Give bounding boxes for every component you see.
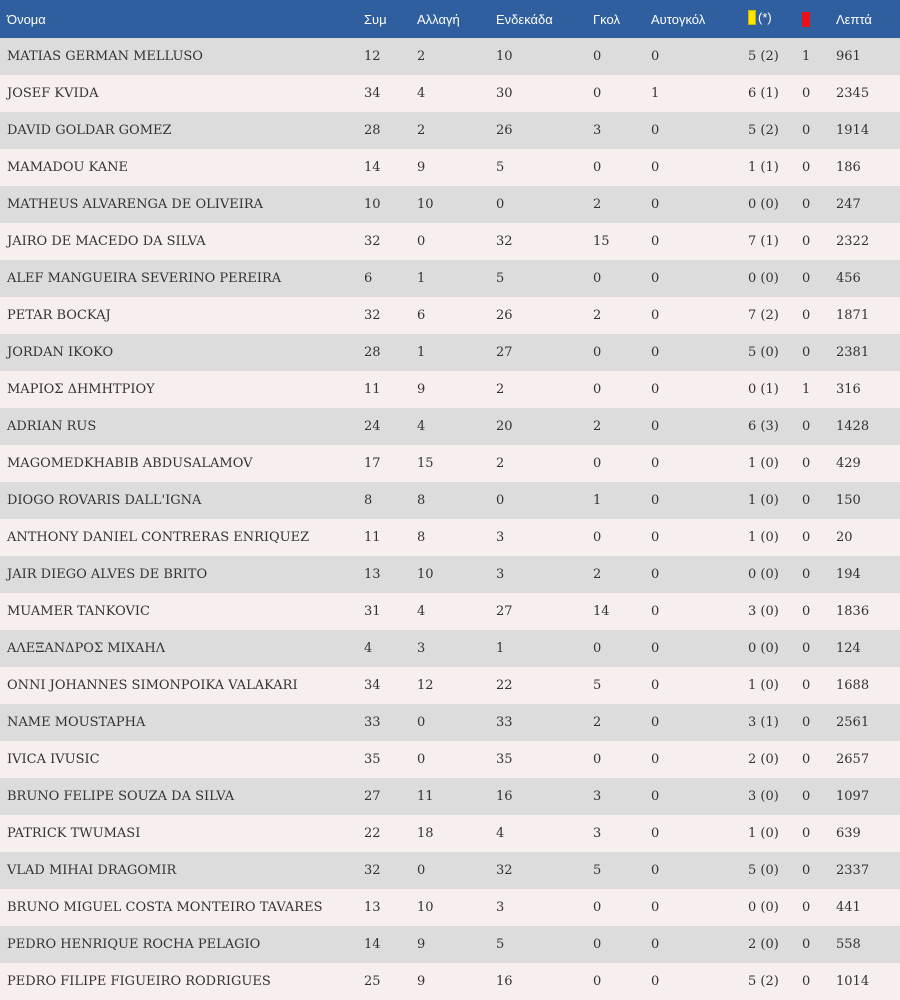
cell-goals: 2 (593, 715, 602, 730)
cell-minutes: 961 (836, 49, 861, 64)
cell-subs: 1 (417, 271, 426, 286)
cell-goals: 0 (593, 86, 602, 101)
cell-name[interactable]: JAIRO DE MACEDO DA SILVA (7, 234, 206, 249)
table-row (0, 445, 900, 482)
cell-goals: 0 (593, 49, 602, 64)
cell-own-goals: 0 (651, 974, 660, 989)
cell-own-goals: 0 (651, 530, 660, 545)
cell-own-goals: 0 (651, 160, 660, 175)
cell-goals: 2 (593, 197, 602, 212)
cell-goals: 0 (593, 382, 602, 397)
cell-apps: 6 (364, 271, 373, 286)
cell-red-cards: 0 (802, 86, 811, 101)
cell-subs: 15 (417, 456, 434, 471)
cell-name[interactable]: ANTHONY DANIEL CONTRERAS ENRIQUEZ (7, 530, 310, 545)
cell-subs: 4 (417, 604, 426, 619)
cell-name[interactable]: MAMADOU KANE (7, 160, 129, 175)
cell-apps: 22 (364, 826, 381, 841)
cell-red-cards: 0 (802, 974, 811, 989)
cell-minutes: 2561 (836, 715, 870, 730)
table-row (0, 889, 900, 926)
cell-goals: 3 (593, 123, 602, 138)
table-row (0, 519, 900, 556)
table-header-row (0, 0, 900, 38)
cell-yellow-cards: 1 (0) (748, 530, 779, 545)
cell-starts: 10 (496, 49, 513, 64)
cell-name[interactable]: NAME MOUSTAPHA (7, 715, 146, 730)
cell-red-cards: 0 (802, 419, 811, 434)
cell-apps: 11 (364, 530, 381, 545)
cell-yellow-cards: 5 (2) (748, 49, 779, 64)
table-row (0, 408, 900, 445)
cell-red-cards: 0 (802, 530, 811, 545)
cell-minutes: 429 (836, 456, 861, 471)
cell-apps: 32 (364, 234, 381, 249)
cell-yellow-cards: 6 (3) (748, 419, 779, 434)
cell-apps: 27 (364, 789, 381, 804)
cell-apps: 35 (364, 752, 381, 767)
cell-apps: 11 (364, 382, 381, 397)
cell-starts: 16 (496, 974, 513, 989)
table-row (0, 852, 900, 889)
cell-minutes: 2381 (836, 345, 870, 360)
cell-minutes: 186 (836, 160, 861, 175)
cell-red-cards: 0 (802, 160, 811, 175)
table-row (0, 630, 900, 667)
table-row (0, 963, 900, 1000)
cell-minutes: 194 (836, 567, 861, 582)
cell-subs: 4 (417, 86, 426, 101)
cell-starts: 27 (496, 345, 513, 360)
cell-minutes: 456 (836, 271, 861, 286)
cell-red-cards: 0 (802, 789, 811, 804)
cell-own-goals: 0 (651, 271, 660, 286)
cell-subs: 0 (417, 863, 426, 878)
cell-own-goals: 0 (651, 715, 660, 730)
cell-subs: 11 (417, 789, 434, 804)
cell-goals: 2 (593, 419, 602, 434)
cell-own-goals: 0 (651, 567, 660, 582)
cell-name[interactable]: ΑΛΕΞΑΝΔΡΟΣ ΜΙΧΑΗΛ (7, 641, 166, 656)
cell-minutes: 20 (836, 530, 853, 545)
cell-apps: 34 (364, 86, 381, 101)
cell-own-goals: 1 (651, 86, 660, 101)
cell-yellow-cards: 0 (0) (748, 900, 779, 915)
cell-minutes: 1871 (836, 308, 870, 323)
cell-apps: 24 (364, 419, 381, 434)
column-header-apps[interactable]: Συμ (364, 11, 387, 27)
cell-starts: 1 (496, 641, 505, 656)
cell-starts: 20 (496, 419, 513, 434)
column-header-goals[interactable]: Γκολ (593, 11, 620, 27)
cell-name[interactable]: PEDRO HENRIQUE ROCHA PELAGIO (7, 937, 261, 952)
table-row (0, 260, 900, 297)
cell-starts: 0 (496, 197, 505, 212)
cell-name[interactable]: VLAD MIHAI DRAGOMIR (7, 863, 177, 878)
cell-name[interactable]: ONNI JOHANNES SIMONPOIKA VALAKARI (7, 678, 298, 693)
table-row (0, 556, 900, 593)
table-row (0, 704, 900, 741)
cell-own-goals: 0 (651, 382, 660, 397)
column-header-starts[interactable]: Ενδεκάδα (496, 11, 553, 27)
cell-own-goals: 0 (651, 456, 660, 471)
cell-goals: 5 (593, 678, 602, 693)
cell-yellow-cards: 1 (0) (748, 826, 779, 841)
cell-apps: 13 (364, 900, 381, 915)
cell-red-cards: 1 (802, 382, 811, 397)
column-header-minutes[interactable]: Λεπτά (836, 11, 872, 27)
cell-red-cards: 0 (802, 567, 811, 582)
cell-red-cards: 0 (802, 123, 811, 138)
cell-yellow-cards: 2 (0) (748, 937, 779, 952)
cell-subs: 10 (417, 900, 434, 915)
cell-name[interactable]: BRUNO FELIPE SOUZA DA SILVA (7, 789, 235, 804)
cell-red-cards: 0 (802, 493, 811, 508)
cell-starts: 5 (496, 937, 505, 952)
table-row (0, 334, 900, 371)
cell-red-cards: 0 (802, 715, 811, 730)
cell-apps: 12 (364, 49, 381, 64)
cell-red-cards: 0 (802, 863, 811, 878)
cell-own-goals: 0 (651, 604, 660, 619)
table-row (0, 38, 900, 75)
cell-apps: 28 (364, 345, 381, 360)
column-header-subs[interactable]: Αλλαγή (417, 11, 460, 27)
cell-yellow-cards: 3 (1) (748, 715, 779, 730)
cell-goals: 0 (593, 160, 602, 175)
cell-subs: 9 (417, 937, 426, 952)
cell-own-goals: 0 (651, 197, 660, 212)
table-row (0, 741, 900, 778)
cell-own-goals: 0 (651, 419, 660, 434)
cell-yellow-cards: 1 (1) (748, 160, 779, 175)
cell-subs: 10 (417, 567, 434, 582)
cell-subs: 18 (417, 826, 434, 841)
table-row (0, 149, 900, 186)
table-row (0, 926, 900, 963)
cell-red-cards: 0 (802, 345, 811, 360)
cell-own-goals: 0 (651, 345, 660, 360)
cell-minutes: 247 (836, 197, 861, 212)
cell-yellow-cards: 5 (0) (748, 345, 779, 360)
cell-minutes: 2657 (836, 752, 870, 767)
cell-subs: 0 (417, 752, 426, 767)
cell-minutes: 2322 (836, 234, 870, 249)
cell-starts: 27 (496, 604, 513, 619)
cell-minutes: 2337 (836, 863, 870, 878)
cell-apps: 33 (364, 715, 381, 730)
cell-apps: 14 (364, 160, 381, 175)
cell-red-cards: 0 (802, 308, 811, 323)
table-row (0, 223, 900, 260)
cell-yellow-cards: 7 (2) (748, 308, 779, 323)
cell-yellow-cards: 0 (0) (748, 271, 779, 286)
cell-name[interactable]: ΜΑΡΙΟΣ ΔΗΜΗΤΡΙΟΥ (7, 382, 155, 397)
cell-minutes: 1688 (836, 678, 870, 693)
cell-red-cards: 0 (802, 456, 811, 471)
cell-starts: 33 (496, 715, 513, 730)
cell-subs: 9 (417, 974, 426, 989)
cell-starts: 0 (496, 493, 505, 508)
cell-starts: 32 (496, 863, 513, 878)
cell-yellow-cards: 1 (0) (748, 456, 779, 471)
cell-own-goals: 0 (651, 678, 660, 693)
cell-minutes: 1097 (836, 789, 870, 804)
cell-yellow-cards: 1 (0) (748, 493, 779, 508)
cell-apps: 34 (364, 678, 381, 693)
table-row (0, 667, 900, 704)
cell-goals: 0 (593, 641, 602, 656)
cell-goals: 1 (593, 493, 602, 508)
cell-goals: 0 (593, 530, 602, 545)
cell-name[interactable]: JOSEF KVIDA (7, 86, 99, 101)
cell-minutes: 150 (836, 493, 861, 508)
cell-subs: 1 (417, 345, 426, 360)
cell-starts: 26 (496, 123, 513, 138)
cell-goals: 2 (593, 567, 602, 582)
cell-subs: 8 (417, 530, 426, 545)
cell-starts: 35 (496, 752, 513, 767)
cell-goals: 0 (593, 900, 602, 915)
cell-apps: 10 (364, 197, 381, 212)
cell-goals: 0 (593, 345, 602, 360)
cell-apps: 8 (364, 493, 373, 508)
cell-own-goals: 0 (651, 123, 660, 138)
table-row (0, 297, 900, 334)
cell-own-goals: 0 (651, 863, 660, 878)
cell-name[interactable]: JORDAN IKOKO (7, 345, 114, 360)
cell-name[interactable]: MATHEUS ALVARENGA DE OLIVEIRA (7, 197, 264, 212)
table-row (0, 593, 900, 630)
cell-minutes: 1014 (836, 974, 870, 989)
cell-apps: 31 (364, 604, 381, 619)
cell-name[interactable]: DAVID GOLDAR GOMEZ (7, 123, 172, 138)
cell-red-cards: 0 (802, 900, 811, 915)
cell-starts: 3 (496, 900, 505, 915)
cell-subs: 0 (417, 234, 426, 249)
cell-own-goals: 0 (651, 234, 660, 249)
red-card-icon (802, 12, 810, 27)
cell-own-goals: 0 (651, 826, 660, 841)
cell-yellow-cards: 1 (0) (748, 678, 779, 693)
cell-name[interactable]: MUAMER TANKOVIC (7, 604, 150, 619)
cell-red-cards: 1 (802, 49, 811, 64)
cell-apps: 25 (364, 974, 381, 989)
cell-starts: 3 (496, 567, 505, 582)
cell-goals: 2 (593, 308, 602, 323)
cell-goals: 14 (593, 604, 610, 619)
cell-starts: 5 (496, 271, 505, 286)
cell-yellow-cards: 7 (1) (748, 234, 779, 249)
cell-own-goals: 0 (651, 789, 660, 804)
cell-own-goals: 0 (651, 308, 660, 323)
cell-goals: 0 (593, 456, 602, 471)
cell-name[interactable]: IVICA IVUSIC (7, 752, 100, 767)
cell-name[interactable]: BRUNO MIGUEL COSTA MONTEIRO TAVARES (7, 900, 323, 915)
table-row (0, 778, 900, 815)
table-row (0, 815, 900, 852)
cell-minutes: 639 (836, 826, 861, 841)
cell-name[interactable]: PETAR BOCKAJ (7, 308, 111, 323)
cell-subs: 12 (417, 678, 434, 693)
cell-yellow-cards: 3 (0) (748, 789, 779, 804)
cell-own-goals: 0 (651, 752, 660, 767)
cell-name[interactable]: PATRICK TWUMASI (7, 826, 141, 841)
cell-red-cards: 0 (802, 604, 811, 619)
cell-goals: 0 (593, 271, 602, 286)
cell-yellow-cards: 0 (0) (748, 197, 779, 212)
cell-own-goals: 0 (651, 49, 660, 64)
cell-yellow-cards: 0 (0) (748, 641, 779, 656)
cell-yellow-cards: 6 (1) (748, 86, 779, 101)
cell-starts: 16 (496, 789, 513, 804)
cell-red-cards: 0 (802, 826, 811, 841)
cell-minutes: 558 (836, 937, 861, 952)
cell-own-goals: 0 (651, 493, 660, 508)
cell-subs: 2 (417, 123, 426, 138)
cell-goals: 3 (593, 826, 602, 841)
cell-red-cards: 0 (802, 752, 811, 767)
cell-apps: 17 (364, 456, 381, 471)
cell-minutes: 1428 (836, 419, 870, 434)
cell-yellow-cards: 0 (0) (748, 567, 779, 582)
cell-subs: 2 (417, 49, 426, 64)
cell-starts: 2 (496, 382, 505, 397)
cell-minutes: 1836 (836, 604, 870, 619)
table-row (0, 75, 900, 112)
cell-red-cards: 0 (802, 641, 811, 656)
column-header-red-cards[interactable] (802, 0, 836, 38)
cell-starts: 3 (496, 530, 505, 545)
cell-starts: 22 (496, 678, 513, 693)
cell-yellow-cards: 3 (0) (748, 604, 779, 619)
cell-starts: 32 (496, 234, 513, 249)
cell-red-cards: 0 (802, 234, 811, 249)
cell-starts: 4 (496, 826, 505, 841)
cell-goals: 0 (593, 937, 602, 952)
cell-starts: 30 (496, 86, 513, 101)
cell-subs: 6 (417, 308, 426, 323)
cell-red-cards: 0 (802, 678, 811, 693)
cell-name[interactable]: MAGOMEDKHABIB ABDUSALAMOV (7, 456, 253, 471)
cell-own-goals: 0 (651, 641, 660, 656)
cell-starts: 2 (496, 456, 505, 471)
cell-name[interactable]: ADRIAN RUS (7, 419, 97, 434)
cell-apps: 14 (364, 937, 381, 952)
cell-starts: 26 (496, 308, 513, 323)
column-header-name[interactable]: Όνομα (7, 11, 46, 27)
cell-subs: 4 (417, 419, 426, 434)
yellow-card-icon (748, 10, 756, 25)
cell-subs: 0 (417, 715, 426, 730)
cell-yellow-cards: 2 (0) (748, 752, 779, 767)
cell-minutes: 2345 (836, 86, 870, 101)
cell-subs: 9 (417, 160, 426, 175)
cell-name[interactable]: ALEF MANGUEIRA SEVERINO PEREIRA (7, 271, 282, 286)
cell-apps: 32 (364, 863, 381, 878)
table-row (0, 371, 900, 408)
table-row (0, 186, 900, 223)
cell-yellow-cards: 5 (2) (748, 974, 779, 989)
yellow-card-suffix: (*) (758, 10, 772, 25)
cell-goals: 15 (593, 234, 610, 249)
cell-subs: 9 (417, 382, 426, 397)
cell-minutes: 316 (836, 382, 861, 397)
column-header-yellow-cards[interactable] (748, 0, 802, 38)
cell-goals: 0 (593, 752, 602, 767)
cell-yellow-cards: 0 (1) (748, 382, 779, 397)
cell-own-goals: 0 (651, 900, 660, 915)
cell-yellow-cards: 5 (0) (748, 863, 779, 878)
cell-red-cards: 0 (802, 271, 811, 286)
cell-minutes: 441 (836, 900, 861, 915)
cell-minutes: 1914 (836, 123, 870, 138)
cell-goals: 5 (593, 863, 602, 878)
table-row (0, 482, 900, 519)
cell-subs: 3 (417, 641, 426, 656)
cell-minutes: 124 (836, 641, 861, 656)
cell-name[interactable]: PEDRO FILIPE FIGUEIRO RODRIGUES (7, 974, 271, 989)
column-header-own-goals[interactable]: Αυτογκόλ (651, 11, 706, 27)
cell-subs: 8 (417, 493, 426, 508)
cell-apps: 13 (364, 567, 381, 582)
cell-starts: 5 (496, 160, 505, 175)
table-row (0, 112, 900, 149)
cell-apps: 4 (364, 641, 373, 656)
cell-own-goals: 0 (651, 937, 660, 952)
cell-apps: 28 (364, 123, 381, 138)
cell-red-cards: 0 (802, 197, 811, 212)
cell-goals: 3 (593, 789, 602, 804)
cell-subs: 10 (417, 197, 434, 212)
cell-name[interactable]: DIOGO ROVARIS DALL'IGNA (7, 493, 202, 508)
cell-name[interactable]: MATIAS GERMAN MELLUSO (7, 49, 203, 64)
cell-apps: 32 (364, 308, 381, 323)
cell-red-cards: 0 (802, 937, 811, 952)
cell-goals: 0 (593, 974, 602, 989)
cell-name[interactable]: JAIR DIEGO ALVES DE BRITO (7, 567, 208, 582)
cell-yellow-cards: 5 (2) (748, 123, 779, 138)
